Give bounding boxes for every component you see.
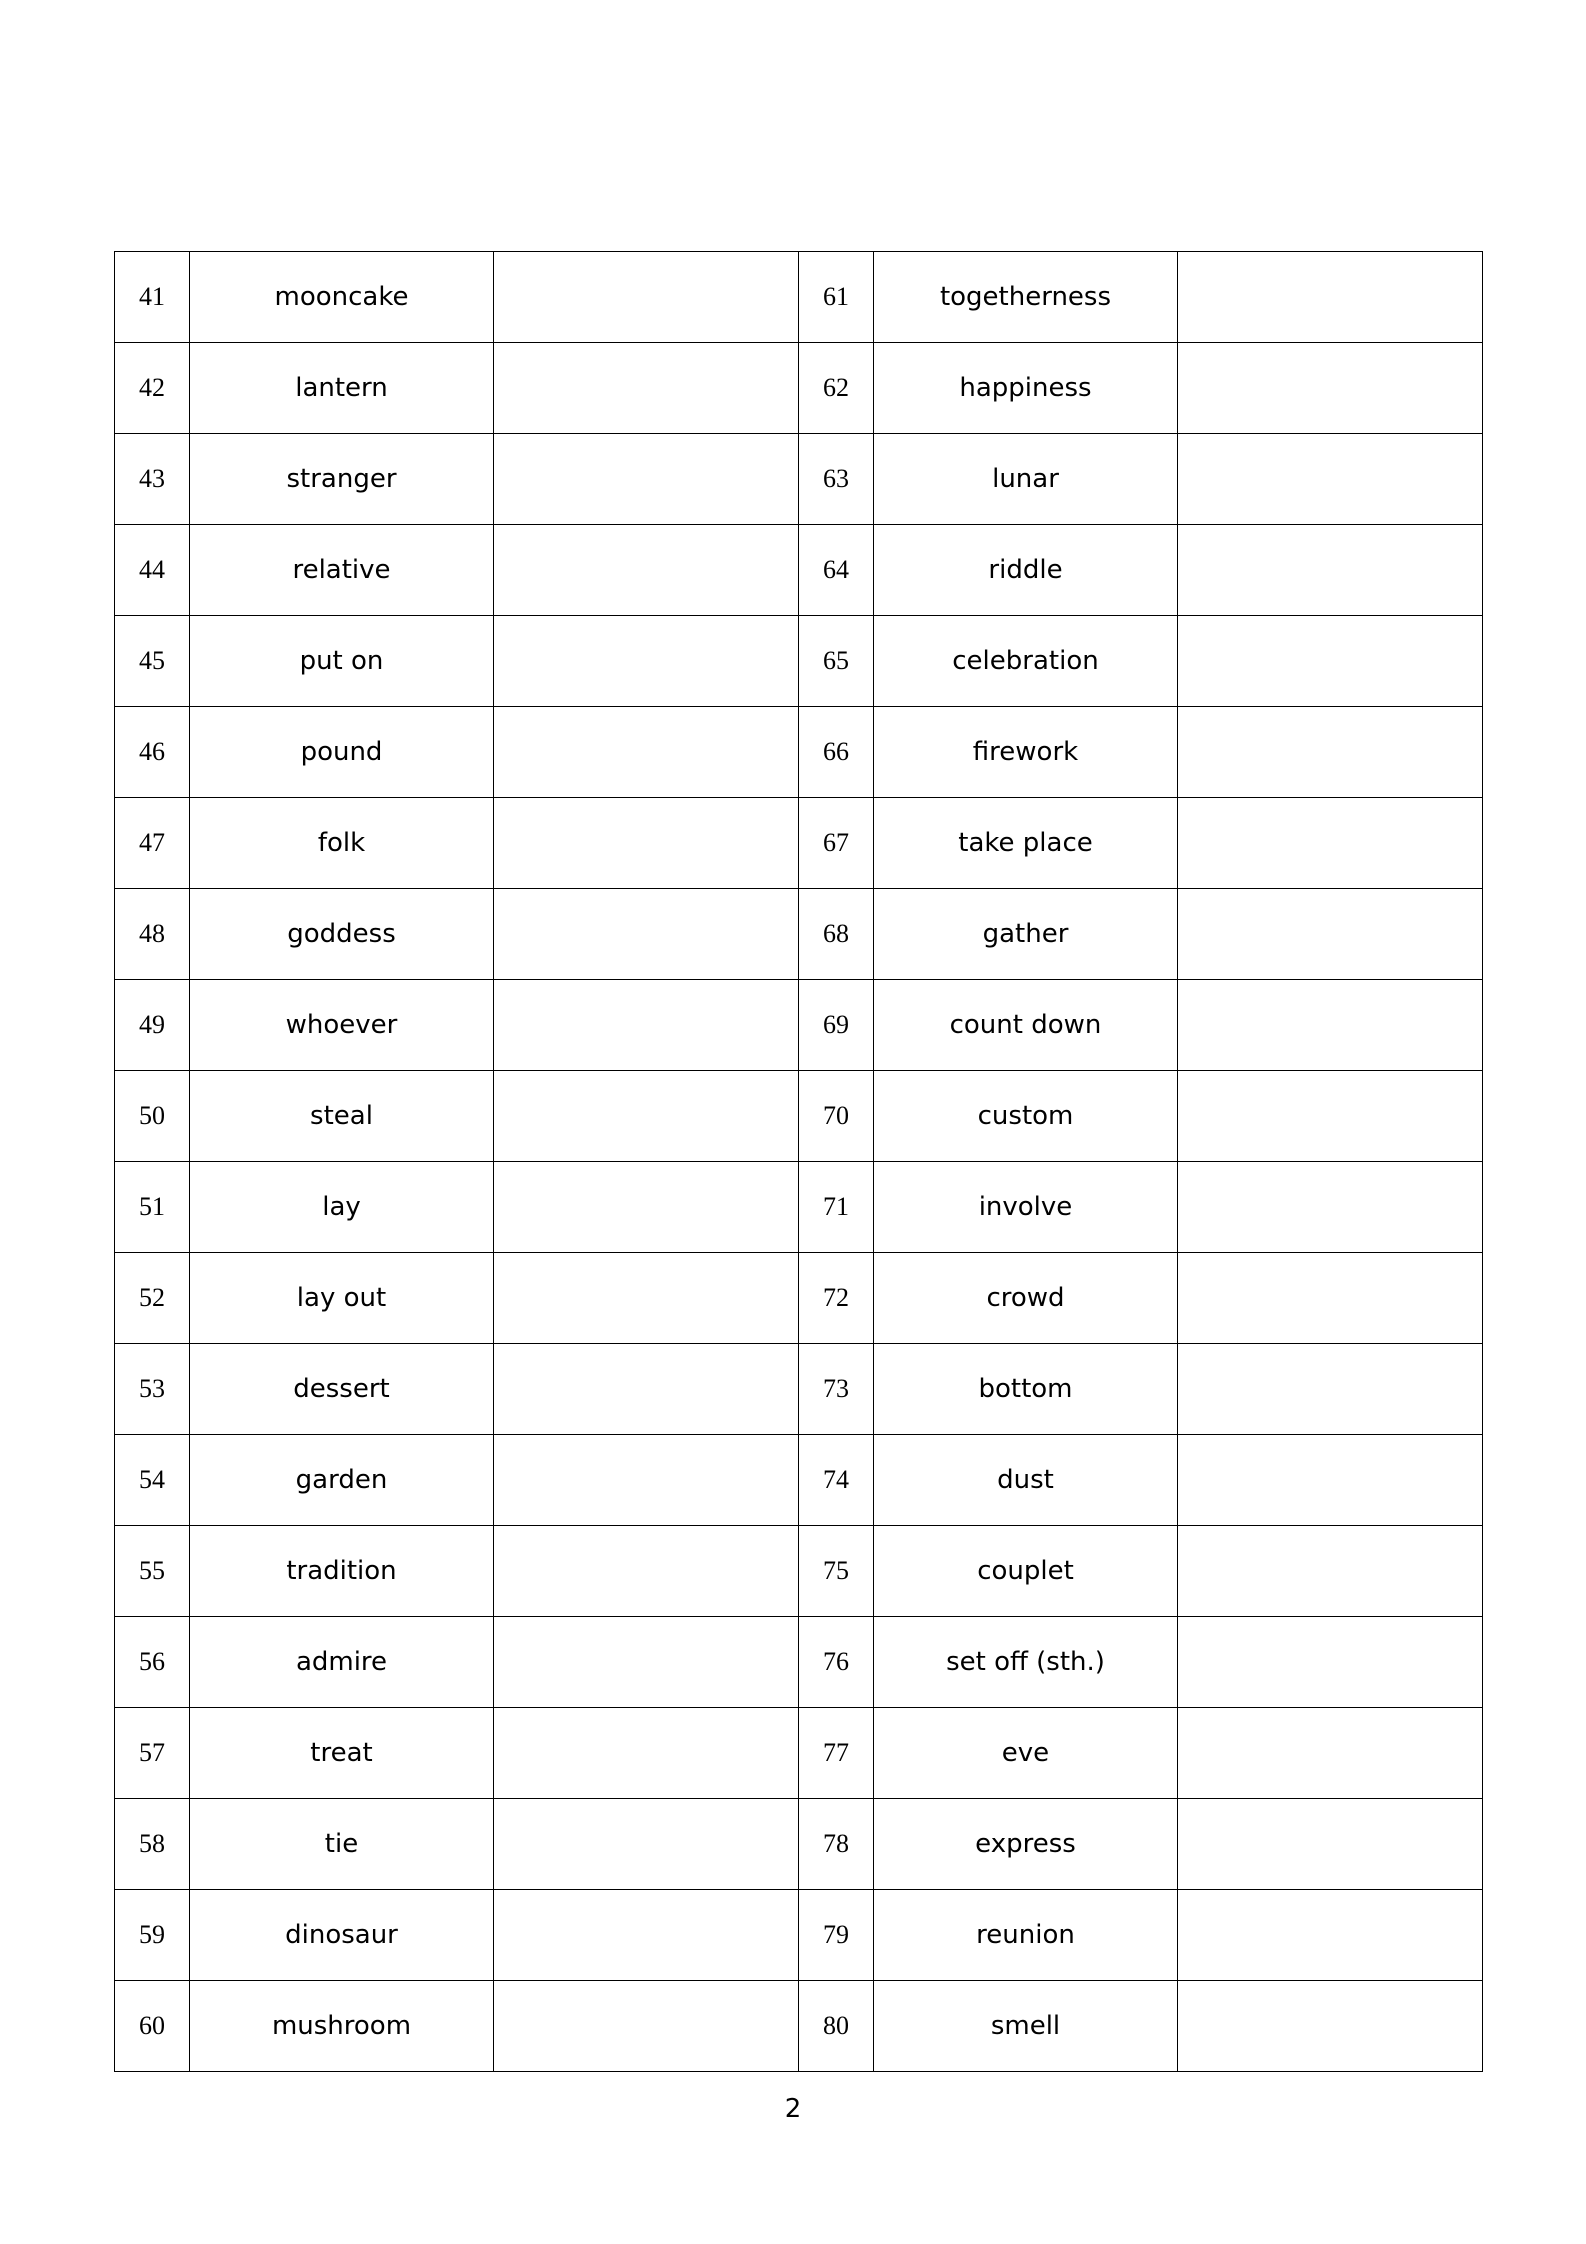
item-number: 77 <box>799 1708 874 1799</box>
answer-blank[interactable] <box>1178 1617 1483 1708</box>
vocabulary-word: treat <box>190 1708 494 1799</box>
answer-blank[interactable] <box>494 1708 799 1799</box>
answer-blank[interactable] <box>494 980 799 1071</box>
item-number: 46 <box>115 707 190 798</box>
vocabulary-word: tie <box>190 1799 494 1890</box>
item-number: 61 <box>799 252 874 343</box>
table-row <box>115 1253 1483 1344</box>
table-row <box>115 1071 1483 1162</box>
vocabulary-word: riddle <box>874 525 1178 616</box>
answer-blank[interactable] <box>494 1981 799 2072</box>
answer-blank[interactable] <box>1178 525 1483 616</box>
table-row <box>115 343 1483 434</box>
item-number: 48 <box>115 889 190 980</box>
item-number: 43 <box>115 434 190 525</box>
table-row <box>115 889 1483 980</box>
vocabulary-word: couplet <box>874 1526 1178 1617</box>
vocabulary-word: involve <box>874 1162 1178 1253</box>
item-number: 79 <box>799 1890 874 1981</box>
item-number: 60 <box>115 1981 190 2072</box>
vocabulary-word: dessert <box>190 1344 494 1435</box>
answer-blank[interactable] <box>1178 1890 1483 1981</box>
vocabulary-word: bottom <box>874 1344 1178 1435</box>
item-number: 62 <box>799 343 874 434</box>
table-row <box>115 434 1483 525</box>
table-row <box>115 616 1483 707</box>
vocabulary-word: set off (sth.) <box>874 1617 1178 1708</box>
vocabulary-word: folk <box>190 798 494 889</box>
answer-blank[interactable] <box>494 889 799 980</box>
item-number: 41 <box>115 252 190 343</box>
vocabulary-word: crowd <box>874 1253 1178 1344</box>
answer-blank[interactable] <box>1178 252 1483 343</box>
item-number: 59 <box>115 1890 190 1981</box>
item-number: 76 <box>799 1617 874 1708</box>
answer-blank[interactable] <box>494 707 799 798</box>
table-row <box>115 1708 1483 1799</box>
vocabulary-table-body <box>115 252 1483 2072</box>
table-row <box>115 1435 1483 1526</box>
item-number: 51 <box>115 1162 190 1253</box>
vocabulary-word: happiness <box>874 343 1178 434</box>
vocabulary-word: relative <box>190 525 494 616</box>
vocabulary-word: pound <box>190 707 494 798</box>
answer-blank[interactable] <box>1178 1071 1483 1162</box>
item-number: 73 <box>799 1344 874 1435</box>
item-number: 64 <box>799 525 874 616</box>
answer-blank[interactable] <box>494 798 799 889</box>
item-number: 58 <box>115 1799 190 1890</box>
item-number: 65 <box>799 616 874 707</box>
answer-blank[interactable] <box>494 343 799 434</box>
answer-blank[interactable] <box>1178 1708 1483 1799</box>
item-number: 66 <box>799 707 874 798</box>
answer-blank[interactable] <box>494 434 799 525</box>
item-number: 55 <box>115 1526 190 1617</box>
table-row <box>115 1890 1483 1981</box>
table-row <box>115 1344 1483 1435</box>
item-number: 50 <box>115 1071 190 1162</box>
table-row <box>115 707 1483 798</box>
vocabulary-word: express <box>874 1799 1178 1890</box>
answer-blank[interactable] <box>494 1799 799 1890</box>
vocabulary-word: take place <box>874 798 1178 889</box>
item-number: 44 <box>115 525 190 616</box>
vocabulary-word: lantern <box>190 343 494 434</box>
item-number: 72 <box>799 1253 874 1344</box>
vocabulary-word: stranger <box>190 434 494 525</box>
table-row <box>115 525 1483 616</box>
item-number: 74 <box>799 1435 874 1526</box>
vocabulary-word: custom <box>874 1071 1178 1162</box>
answer-blank[interactable] <box>1178 1799 1483 1890</box>
vocabulary-word: dust <box>874 1435 1178 1526</box>
vocabulary-word: lunar <box>874 434 1178 525</box>
answer-blank[interactable] <box>1178 434 1483 525</box>
answer-blank[interactable] <box>494 525 799 616</box>
answer-blank[interactable] <box>1178 1162 1483 1253</box>
vocabulary-word: dinosaur <box>190 1890 494 1981</box>
vocabulary-word: steal <box>190 1071 494 1162</box>
item-number: 69 <box>799 980 874 1071</box>
item-number: 57 <box>115 1708 190 1799</box>
item-number: 70 <box>799 1071 874 1162</box>
answer-blank[interactable] <box>494 252 799 343</box>
item-number: 75 <box>799 1526 874 1617</box>
answer-blank[interactable] <box>494 1890 799 1981</box>
answer-blank[interactable] <box>494 1071 799 1162</box>
vocabulary-word: togetherness <box>874 252 1178 343</box>
answer-blank[interactable] <box>494 616 799 707</box>
answer-blank[interactable] <box>494 1162 799 1253</box>
item-number: 80 <box>799 1981 874 2072</box>
vocabulary-word: whoever <box>190 980 494 1071</box>
answer-blank[interactable] <box>1178 1526 1483 1617</box>
item-number: 67 <box>799 798 874 889</box>
item-number: 54 <box>115 1435 190 1526</box>
answer-blank[interactable] <box>1178 889 1483 980</box>
answer-blank[interactable] <box>494 1253 799 1344</box>
vocabulary-word: mooncake <box>190 252 494 343</box>
table-row <box>115 1799 1483 1890</box>
item-number: 56 <box>115 1617 190 1708</box>
vocabulary-word: admire <box>190 1617 494 1708</box>
table-row <box>115 1617 1483 1708</box>
answer-blank[interactable] <box>494 1617 799 1708</box>
answer-blank[interactable] <box>494 1344 799 1435</box>
table-row <box>115 1162 1483 1253</box>
vocabulary-word: lay out <box>190 1253 494 1344</box>
vocabulary-word: eve <box>874 1708 1178 1799</box>
item-number: 45 <box>115 616 190 707</box>
answer-blank[interactable] <box>494 1526 799 1617</box>
answer-blank[interactable] <box>494 1435 799 1526</box>
table-row <box>115 1526 1483 1617</box>
vocabulary-word: goddess <box>190 889 494 980</box>
answer-blank[interactable] <box>1178 616 1483 707</box>
table-row <box>115 980 1483 1071</box>
answer-blank[interactable] <box>1178 1344 1483 1435</box>
page-number: 2 <box>784 2094 802 2124</box>
vocabulary-word: garden <box>190 1435 494 1526</box>
table-row <box>115 1981 1483 2072</box>
answer-blank[interactable] <box>1178 1435 1483 1526</box>
item-number: 53 <box>115 1344 190 1435</box>
item-number: 71 <box>799 1162 874 1253</box>
vocabulary-table <box>114 251 1483 2072</box>
item-number: 78 <box>799 1799 874 1890</box>
table-row <box>115 798 1483 889</box>
item-number: 42 <box>115 343 190 434</box>
answer-blank[interactable] <box>1178 980 1483 1071</box>
vocabulary-word: put on <box>190 616 494 707</box>
item-number: 68 <box>799 889 874 980</box>
vocabulary-word: gather <box>874 889 1178 980</box>
vocabulary-word: tradition <box>190 1526 494 1617</box>
answer-blank[interactable] <box>1178 1981 1483 2072</box>
item-number: 47 <box>115 798 190 889</box>
answer-blank[interactable] <box>1178 798 1483 889</box>
vocabulary-word: lay <box>190 1162 494 1253</box>
answer-blank[interactable] <box>1178 343 1483 434</box>
table-row <box>115 252 1483 343</box>
vocabulary-word: count down <box>874 980 1178 1071</box>
vocabulary-word: smell <box>874 1981 1178 2072</box>
answer-blank[interactable] <box>1178 1253 1483 1344</box>
item-number: 49 <box>115 980 190 1071</box>
vocabulary-word: reunion <box>874 1890 1178 1981</box>
item-number: 63 <box>799 434 874 525</box>
vocabulary-word: mushroom <box>190 1981 494 2072</box>
item-number: 52 <box>115 1253 190 1344</box>
vocabulary-word: celebration <box>874 616 1178 707</box>
vocabulary-word: firework <box>874 707 1178 798</box>
answer-blank[interactable] <box>1178 707 1483 798</box>
